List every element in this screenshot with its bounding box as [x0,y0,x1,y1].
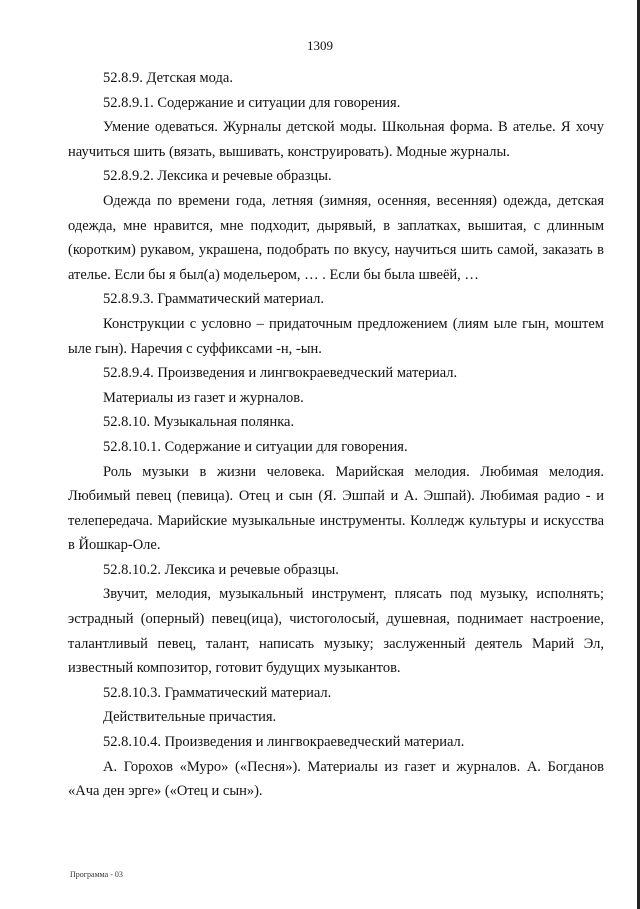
paragraph: А. Горохов «Муро» («Песня»). Материалы из газет и журналов. А. Богданов «Ача ден эрге» («Отец и сын»). [68,758,604,800]
page-number: 1309 [307,38,333,53]
subheading-leksika: 52.8.9.2. Лексика и речевые образцы. [103,168,332,185]
paragraph: Действительные причастия. [103,709,277,726]
subheading-proizvedeniya: 52.8.9.4. Произведения и лингвокраеведческий материал. [103,365,458,382]
subheading-grammatika: 52.8.10.3. Грамматический материал. [103,684,332,701]
subheading-soderzhanie: 52.8.10.1. Содержание и ситуации для говорения. [103,438,408,455]
subheading-grammatika: 52.8.9.3. Грамматический материал. [103,291,324,308]
paragraph: Одежда по времени года, летняя (зимняя, осенняя, весенняя) одежда, детская одежда, мне нравится, мне подходит, дырявый, в заплатках, вышитая, с длинным (коротким) рукавом, украшена, подобрать по вкусу, научиться шить самой, заказать в ателье. Если бы я был(а) модельером, … . Если бы была швеёй, … [68,192,604,283]
subheading-leksika: 52.8.10.2. Лексика и речевые образцы. [103,561,339,578]
paragraph: Умение одеваться. Журналы детской моды. Школьная форма. В ателье. Я хочу научиться шить (вязать, вышивать, конструировать). Модные журналы. [68,119,604,160]
page-footer: Программа - 03 [70,870,123,879]
paragraph: Роль музыки в жизни человека. Марийская мелодия. Любимая мелодия. Любимый певец (певица). Отец и сын (Я. Эшпай и А. Эшпай). Любимая радио - и телепередача. Марийские музыкальные инструменты. Колледж культуры и искусства в Йошкар-Оле. [68,463,604,554]
paragraph: Звучит, мелодия, музыкальный инструмент, плясать под музыку, исполнять; эстрадный (оперный) певец(ица), чистоголосый, душевная, поднимает настроение, талантливый певец, талант, написать музыку; заслуженный деятель Марий Эл, известный композитор, готовит будущих музыкантов. [68,586,604,677]
heading-detskaya-moda: 52.8.9. Детская мода. [103,70,233,86]
paragraph: Материалы из газет и журналов. [103,389,304,406]
subheading-proizvedeniya: 52.8.10.4. Произведения и лингвокраеведческий материал. [103,734,465,751]
heading-muzykalnaya-polyanka: 52.8.10. Музыкальная полянка. [103,414,295,431]
document-body [68,66,604,804]
paragraph: Конструкции с условно – придаточным предложением (лиям ыле гын, моштем ыле гын). Наречия с суффиксами -н, -ын. [68,315,604,357]
subheading-soderzhanie: 52.8.9.1. Содержание и ситуации для говорения. [103,94,401,111]
